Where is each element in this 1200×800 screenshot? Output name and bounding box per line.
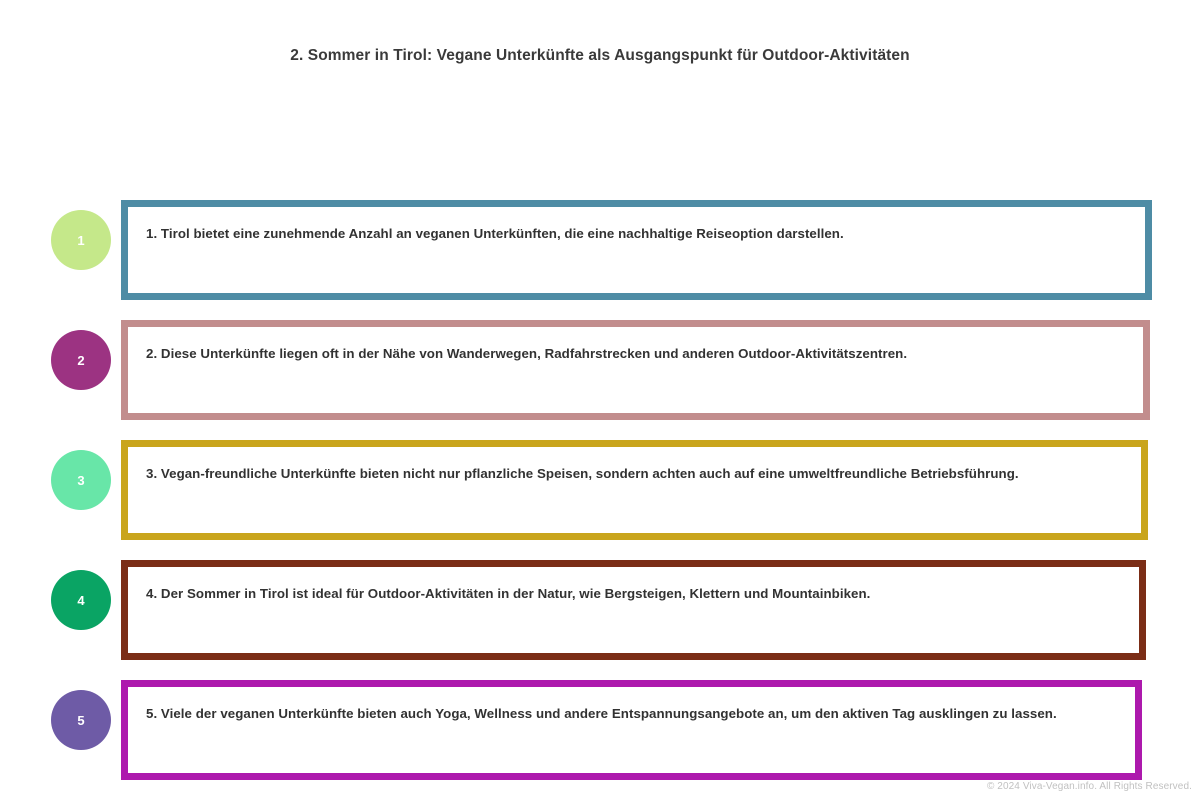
bullet-number-circle[interactable] [51,330,111,390]
bullet-text: 4. Der Sommer in Tirol ist ideal für Outdoor-Aktivitäten in der Natur, wie Bergsteigen, Klettern und Mountainbiken. [146,586,871,601]
bullet-number-label: 3 [77,472,85,488]
bullet-text: 3. Vegan-freundliche Unterkünfte bieten nicht nur pflanzliche Speisen, sondern achten auch auf eine umweltfreundliche Betriebsführung. [146,466,1019,481]
bullet-row [0,200,1200,300]
bullet-row [0,320,1200,420]
bullet-row [0,560,1200,660]
bullet-number-label: 2 [77,352,85,368]
bullet-number-circle[interactable] [51,210,111,270]
bullet-number-circle[interactable] [51,690,111,750]
bullet-text-box[interactable] [121,440,1148,540]
bullet-text-box[interactable] [121,200,1152,300]
bullet-row [0,440,1200,540]
bullet-text-box[interactable] [121,680,1142,780]
bullet-text-box[interactable] [121,560,1146,660]
bullet-text-box[interactable] [121,320,1150,420]
bullet-text: 2. Diese Unterkünfte liegen oft in der Nähe von Wanderwegen, Radfahrstrecken und anderen Outdoor-Aktivitätszentren. [146,346,908,361]
bullet-number-label: 4 [77,592,85,608]
page-title: 2. Sommer in Tirol: Vegane Unterkünfte als Ausgangspunkt für Outdoor-Aktivitäten [290,47,910,64]
bullet-text: 1. Tirol bietet eine zunehmende Anzahl an veganen Unterkünften, die eine nachhaltige Reiseoption darstellen. [146,226,844,241]
bullet-number-circle[interactable] [51,450,111,510]
copyright-watermark: © 2024 Viva-Vegan.info. All Rights Reserved. [986,781,1192,792]
bullet-number-label: 1 [77,232,85,248]
bullet-text: 5. Viele der veganen Unterkünfte bieten auch Yoga, Wellness und andere Entspannungsangebote an, um den aktiven Tag ausklingen zu lassen. [146,706,1057,721]
bullet-number-circle[interactable] [51,570,111,630]
bullet-row [0,680,1200,780]
bullet-number-label: 5 [77,712,85,728]
